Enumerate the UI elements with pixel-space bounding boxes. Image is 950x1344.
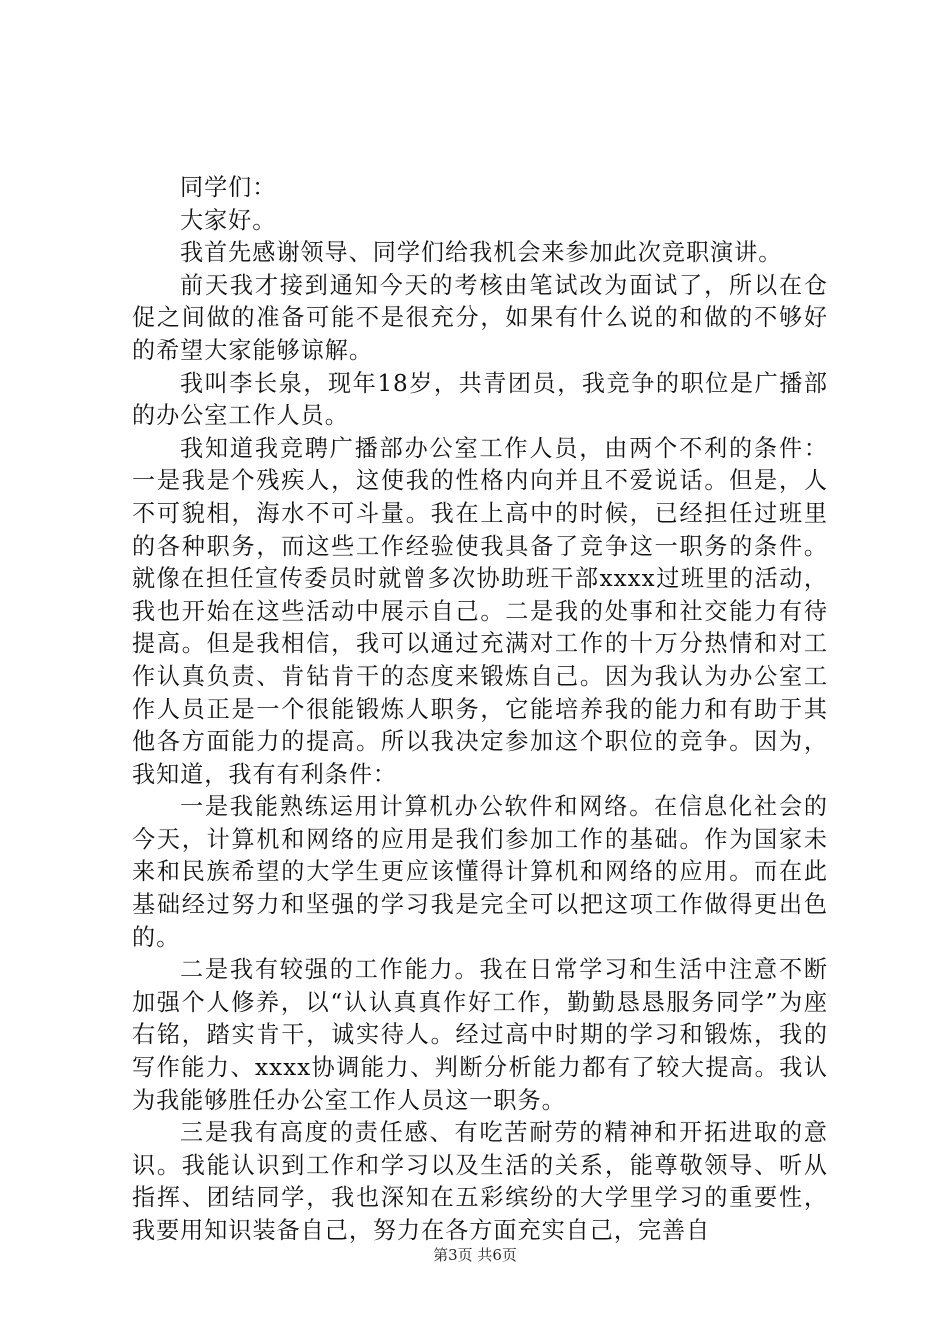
paragraph-thanks: 我首先感谢领导、同学们给我机会来参加此次竞职演讲。 [180, 240, 783, 267]
paragraph-conditions: 我知道我竞聘广播部办公室工作人员，由两个不利的条件：一是我是个残疾人，这使我的性格内向并且不爱说话。但是，人不可貌相，海水不可斗量。我在上高中的时候，已经担任过班里的各种职务，而这些工作经验使我具备了竞争这一职务的条件。就像在担任宣传委员时就曾多次协助班干部xxxx过班里的活动，我也开始在这些活动中展示自己。二是我的处事和社交能力有待提高。但是我相信，我可以通过充满对工作的十万分热情和对工作认真负责、肯钻肯干的态度来锻炼自己。因为我认为办公室工作人员正是一个很能锻炼人职务，它能培养我的能力和有助于其他各方面能力的提高。所以我决定参加这个职位的竞争。因为，我知道，我有有利条件： [132, 435, 828, 788]
paragraph-preparation: 前天我才接到通知今天的考核由笔试改为面试了，所以在仓促之间做的准备可能不是很充分，如果有什么说的和做的不够好的希望大家能够谅解。 [132, 272, 828, 364]
paragraph-salutation: 同学们： [180, 175, 277, 201]
paragraph-advantage-two: 二是我有较强的工作能力。我在日常学习和生活中注意不断加强个人修养，以“认认真真作好工作，勤勤恳恳服务同学”为座右铭，踏实肯干，诚实待人。经过高中时期的学习和锻炼，我的写作能力、xxxx协调能力、判断分析能力都有了较大提高。我认为我能够胜任办公室工作人员这一职务。 [132, 957, 828, 1114]
paragraph-greeting: 大家好。 [180, 207, 277, 234]
page-number-footer: 第3页 共6页 [433, 1246, 517, 1264]
paragraph-self-introduction: 我叫李长泉，现年18岁，共青团员，我竞争的职位是广播部的办公室工作人员。 [132, 370, 828, 430]
document-body [132, 172, 828, 1248]
paragraph-advantage-three: 三是我有高度的责任感、有吃苦耐劳的精神和开拓进取的意识。我能认识到工作和学习以及生活的关系，能尊敬领导、听从指挥、团结同学，我也深知在五彩缤纷的大学里学习的重要性，我要用知识装备自己，努力在各方面充实自己，完善自 [132, 1120, 828, 1244]
paragraph-advantage-one: 一是我能熟练运用计算机办公软件和网络。在信息化社会的今天，计算机和网络的应用是我们参加工作的基础。作为国家未来和民族希望的大学生更应该懂得计算机和网络的应用。而在此基础经过努力和坚强的学习我是完全可以把这项工作做得更出色的。 [132, 794, 828, 951]
